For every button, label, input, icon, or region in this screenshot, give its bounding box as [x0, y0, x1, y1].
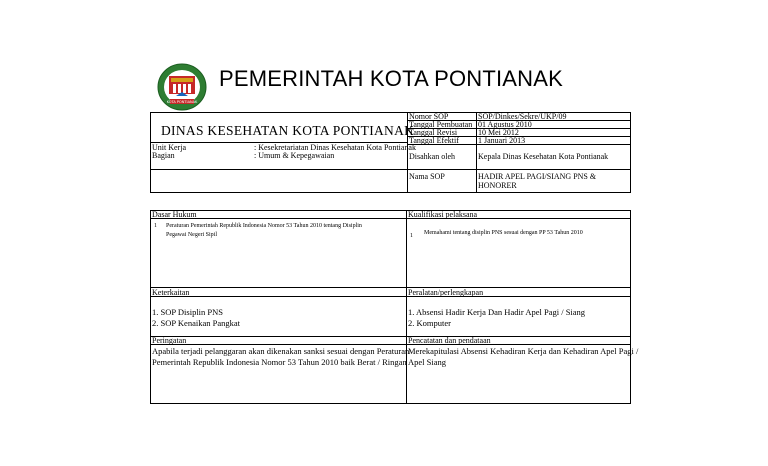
keterkaitan-item: 2. SOP Kenaikan Pangkat — [152, 318, 240, 328]
peralatan-item: 2. Komputer — [408, 318, 451, 328]
pencatatan-text: Merekapitulasi Absensi Kehadiran Kerja dan Kehadiran Apel Pagi / — [408, 346, 639, 356]
field-label: Nomor SOP — [409, 112, 449, 121]
pencatatan-title: Pencatatan dan pendataan — [408, 336, 491, 345]
sop-name-label: Nama SOP — [409, 172, 445, 181]
field-label: Tanggal Pembuatan — [409, 120, 473, 129]
keterkaitan-item: 1. SOP Disiplin PNS — [152, 307, 224, 317]
dasar-hukum-text: Pegawai Negeri Sipil — [166, 232, 217, 238]
peringatan-text: Apabila terjadi pelanggaran akan dikenakan sanksi sesuai dengan Peraturan — [152, 346, 410, 356]
peralatan-title: Peralatan/perlengkapan — [408, 288, 484, 297]
section-value: : Umum & Kepegawaian — [254, 151, 335, 160]
section-label: Bagian — [152, 151, 175, 160]
dasar-hukum-text: Peraturan Pemerintah Republik Indonesia Nomor 53 Tahun 2010 tentang Disiplin — [166, 223, 362, 229]
field-label: Tanggal Efektif — [409, 136, 459, 145]
peringatan-text: Pemerintah Republik Indonesia Nomor 53 Tahun 2010 baik Berat / Ringan — [152, 357, 407, 367]
department-name: DINAS KESEHATAN KOTA PONTIANAK — [161, 123, 415, 138]
kualifikasi-text: Memahami tentang disiplin PNS sesuai dengan PP 53 Tahun 2010 — [424, 230, 583, 236]
sop-name-line2: HONORER — [478, 181, 517, 190]
sop-name-line1: HADIR APEL PAGI/SIANG PNS & — [478, 172, 597, 181]
city-logo — [156, 62, 208, 112]
pencatatan-text: Apel Siang — [408, 357, 447, 367]
field-value: 01 Agustus 2010 — [478, 120, 532, 129]
field-value: 10 Mei 2012 — [478, 128, 519, 137]
field-label: Disahkan oleh — [409, 152, 455, 161]
field-value: SOP/Dinkes/Sekre/UKP/09 — [478, 112, 567, 121]
peringatan-title: Peringatan — [152, 336, 187, 345]
svg-text:KOTA PONTIANAK: KOTA PONTIANAK — [166, 100, 198, 104]
unit-value: : Kesekretariatan Dinas Kesehatan Kota Pontianak — [254, 143, 416, 152]
dasar-hukum-title: Dasar Hukum — [152, 210, 197, 219]
field-value: Kepala Dinas Kesehatan Kota Pontianak — [478, 152, 609, 161]
field-value: 1 Januari 2013 — [478, 136, 526, 145]
field-label: Tanggal Revisi — [409, 128, 458, 137]
kualifikasi-title: Kualifikasi pelaksana — [408, 210, 478, 219]
kualifikasi-num: 1 — [410, 233, 413, 239]
peralatan-item: 1. Absensi Hadir Kerja Dan Hadir Apel Pagi / Siang — [408, 307, 586, 317]
unit-label: Unit Kerja — [152, 143, 186, 152]
keterkaitan-title: Keterkaitan — [152, 288, 190, 297]
dasar-hukum-num: 1 — [154, 223, 157, 229]
page-title: PEMERINTAH KOTA PONTIANAK — [219, 66, 564, 91]
